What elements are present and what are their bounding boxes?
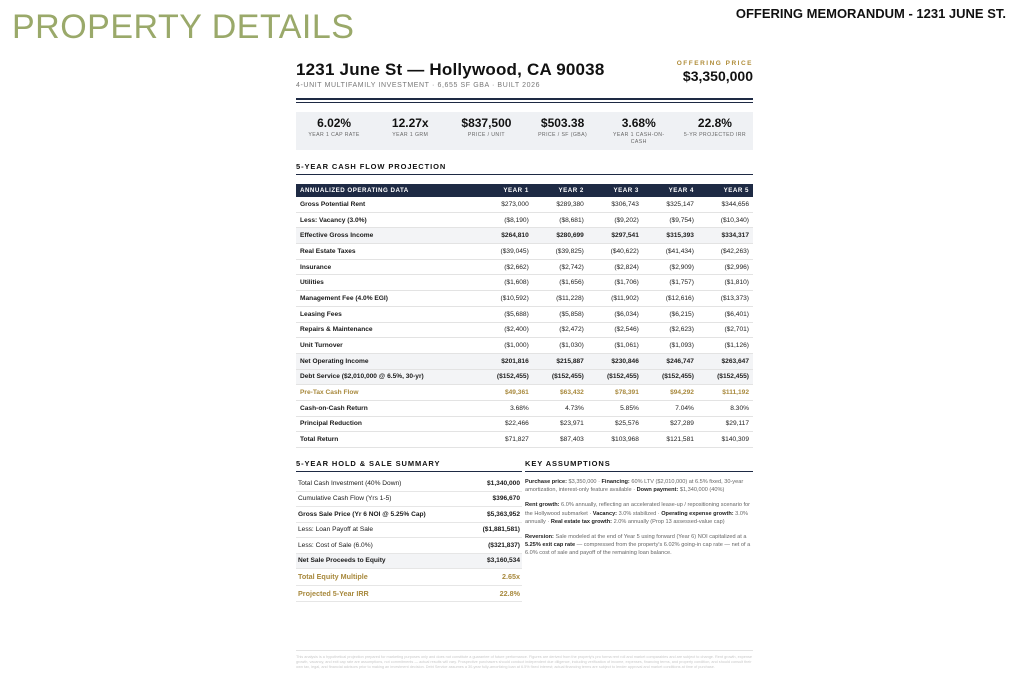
summary-value: ($1,881,581) <box>482 526 520 534</box>
kpi-label: YEAR 1 CAP RATE <box>308 132 360 138</box>
kpi-label: PRICE / SF (GBA) <box>538 132 588 138</box>
table-cell: $22,466 <box>478 416 533 432</box>
kpi-value: 12.27x <box>391 116 429 130</box>
table-cell: ($8,190) <box>478 212 533 228</box>
table-row <box>296 369 753 385</box>
assumption-text: 2.0% annually (Prop 13 assessed-value cap) <box>612 518 725 525</box>
table-row <box>296 322 753 338</box>
table-cell: $263,647 <box>698 353 753 369</box>
row-label: Cash-on-Cash Return <box>296 400 478 416</box>
cashflow-header-row <box>296 184 753 197</box>
summary-label: Cumulative Cash Flow (Yrs 1-5) <box>298 495 392 503</box>
table-cell: ($2,996) <box>698 259 753 275</box>
assumption-text: Sale modeled at the end of Year 5 using forward (Year 6) NOI capitalized at a <box>553 534 747 541</box>
table-cell: ($8,681) <box>533 212 588 228</box>
summary-row <box>296 492 522 508</box>
summary-value: 2.65x <box>502 572 520 582</box>
table-cell: $63,432 <box>533 385 588 401</box>
assumptions-title: KEY ASSUMPTIONS <box>525 459 611 468</box>
summary-row <box>296 554 522 570</box>
assumptions-body <box>525 478 753 558</box>
row-label: Real Estate Taxes <box>296 244 478 260</box>
summary-value: $3,160,534 <box>486 557 520 565</box>
table-cell: $230,846 <box>588 353 643 369</box>
kpi-label: PRICE / UNIT <box>467 132 505 138</box>
table-cell: ($5,688) <box>478 306 533 322</box>
table-cell: $215,887 <box>533 353 588 369</box>
assumption-key: Purchase price: <box>525 479 567 485</box>
hold-sale-rows <box>296 476 522 602</box>
table-cell: $344,656 <box>698 197 753 212</box>
table-row <box>296 259 753 275</box>
offering-price-block <box>677 60 753 84</box>
table-cell: $71,827 <box>478 432 533 448</box>
row-label: Insurance <box>296 259 478 275</box>
table-cell: ($11,228) <box>533 291 588 307</box>
table-cell: $334,317 <box>698 228 753 244</box>
column-header: YEAR 3 <box>588 184 643 197</box>
table-row <box>296 244 753 260</box>
table-cell: ($152,455) <box>643 369 698 385</box>
column-header: YEAR 5 <box>698 184 753 197</box>
kpi-value: 6.02% <box>317 116 352 130</box>
row-label: Management Fee (4.0% EGI) <box>296 291 478 307</box>
table-cell: $23,971 <box>533 416 588 432</box>
row-label: Pre-Tax Cash Flow <box>296 385 478 401</box>
summary-label: Less: Cost of Sale (6.0%) <box>298 541 373 549</box>
kpi-value: $503.38 <box>540 116 585 130</box>
table-cell: ($1,126) <box>698 338 753 354</box>
table-row <box>296 228 753 244</box>
assumption-key: Financing: <box>601 479 630 485</box>
table-row <box>296 291 753 307</box>
table-cell: $306,743 <box>588 197 643 212</box>
kpi-bar <box>296 112 753 150</box>
hold-sale-summary <box>296 459 522 602</box>
column-header: YEAR 1 <box>478 184 533 197</box>
table-cell: ($2,742) <box>533 259 588 275</box>
cashflow-section-title: 5-YEAR CASH FLOW PROJECTION <box>296 162 447 171</box>
table-cell: ($6,034) <box>588 306 643 322</box>
assumption-key: Down payment: <box>636 487 679 494</box>
table-cell: 5.85% <box>588 400 643 416</box>
table-cell: ($2,824) <box>588 259 643 275</box>
assumption-key: Operating expense growth: <box>661 510 734 517</box>
kpi-value: 22.8% <box>697 116 732 130</box>
summary-label: Less: Loan Payoff at Sale <box>298 526 374 534</box>
row-label: Principal Reduction <box>296 416 478 432</box>
row-label: Leasing Fees <box>296 306 478 322</box>
offering-price-value: $3,350,000 <box>682 68 753 84</box>
table-cell: ($1,656) <box>533 275 588 291</box>
table-row <box>296 353 753 369</box>
kpi-label: 5-YR PROJECTED IRR <box>683 132 747 138</box>
table-row <box>296 416 753 432</box>
table-cell: ($2,546) <box>588 322 643 338</box>
table-cell: ($152,455) <box>698 369 753 385</box>
kpi-label: YEAR 1 CASH-ON-CASH <box>613 132 665 145</box>
table-cell: ($5,858) <box>533 306 588 322</box>
column-header: YEAR 4 <box>643 184 698 197</box>
table-row <box>296 400 753 416</box>
table-cell: ($1,093) <box>643 338 698 354</box>
table-cell: 4.73% <box>533 400 588 416</box>
table-cell: $111,192 <box>698 385 753 401</box>
table-cell: ($152,455) <box>588 369 643 385</box>
table-cell: $201,816 <box>478 353 533 369</box>
table-cell: $78,391 <box>588 385 643 401</box>
cashflow-body <box>296 197 753 448</box>
assumption-key: Rent growth: <box>525 502 560 509</box>
summary-label: Total Cash Investment (40% Down) <box>298 479 402 487</box>
table-row <box>296 306 753 322</box>
property-subline: 4-UNIT MULTIFAMILY INVESTMENT · 6,655 SF GBA · BUILT 2026 <box>296 82 541 89</box>
property-sheet <box>296 60 753 602</box>
summary-row <box>296 538 522 554</box>
address-block <box>296 60 605 89</box>
table-cell: 3.68% <box>478 400 533 416</box>
table-cell: ($9,202) <box>588 212 643 228</box>
row-label: Total Return <box>296 432 478 448</box>
summary-value: $5,363,952 <box>486 510 520 518</box>
table-cell: $140,309 <box>698 432 753 448</box>
row-label: Net Operating Income <box>296 353 478 369</box>
kpi-value: $837,500 <box>461 116 512 130</box>
table-cell: ($2,909) <box>643 259 698 275</box>
assumption-reversion <box>525 533 753 558</box>
table-cell: ($2,400) <box>478 322 533 338</box>
table-cell: ($39,045) <box>478 244 533 260</box>
table-cell: $121,581 <box>643 432 698 448</box>
row-label: Repairs & Maintenance <box>296 322 478 338</box>
table-cell: ($1,608) <box>478 275 533 291</box>
table-cell: $325,147 <box>643 197 698 212</box>
table-cell: $264,810 <box>478 228 533 244</box>
summary-label: Gross Sale Price (Yr 6 NOI @ 5.25% Cap) <box>298 510 426 518</box>
section-divider <box>296 471 522 472</box>
table-cell: ($42,263) <box>698 244 753 260</box>
kpi-price-per-unit <box>448 116 524 146</box>
table-cell: 7.04% <box>643 400 698 416</box>
assumption-text: 60% LTV ($2,010,000) at 6.5% fixed, 30-year amortization, interest-only feature available · <box>525 479 744 494</box>
table-cell: ($12,616) <box>643 291 698 307</box>
table-cell: ($1,757) <box>643 275 698 291</box>
table-cell: $280,699 <box>533 228 588 244</box>
table-cell: ($13,373) <box>698 291 753 307</box>
summary-label: Projected 5-Year IRR <box>298 588 369 598</box>
summary-row <box>296 569 522 586</box>
summary-row <box>296 523 522 539</box>
assumption-text: $3,350,000 · <box>566 479 602 485</box>
table-cell: $103,968 <box>588 432 643 448</box>
assumption-growth <box>525 501 753 526</box>
assumption-key: Reversion: <box>525 534 554 541</box>
kpi-irr <box>677 116 753 146</box>
table-cell: ($1,000) <box>478 338 533 354</box>
table-cell: ($2,662) <box>478 259 533 275</box>
header-divider-thin <box>296 102 753 103</box>
offering-price-label: OFFERING PRICE <box>676 60 753 67</box>
table-row <box>296 275 753 291</box>
table-row <box>296 212 753 228</box>
row-label: Unit Turnover <box>296 338 478 354</box>
section-divider <box>525 471 753 472</box>
summary-label: Net Sale Proceeds to Equity <box>298 557 386 565</box>
disclaimer: This analysis is a hypothetical projection prepared for marketing purposes only and does not constitute a guarantee of future performance. Figures are derived from the property's pro forma rent roll and market comparables and are subject to change. Rent growth, expense growth, vacancy, and exit cap rate are assumptions, not commitments — actual results will vary. Prospective purchasers should conduct independent due diligence, including verification of income, expenses, financing terms, and property condition, and should consult their own tax, legal, and financial advisors prior to making an investment decision. Debt Service assumes a 30-year fully-amortizing loan at 6.5% fixed interest; actual financing terms are subject to lender approval and market conditions at time of purchase. <box>296 650 753 670</box>
kpi-cash-on-cash <box>601 116 677 146</box>
table-cell: ($152,455) <box>533 369 588 385</box>
table-cell: ($39,825) <box>533 244 588 260</box>
table-cell: $273,000 <box>478 197 533 212</box>
table-row <box>296 385 753 401</box>
table-cell: ($41,434) <box>643 244 698 260</box>
row-label: Debt Service ($2,010,000 @ 6.5%, 30-yr) <box>296 369 478 385</box>
bottom-section <box>296 459 753 602</box>
row-label: Effective Gross Income <box>296 228 478 244</box>
property-address: 1231 June St — Hollywood, CA 90038 <box>296 60 605 79</box>
assumption-key: Vacancy: <box>592 510 618 517</box>
table-row <box>296 338 753 354</box>
column-header: ANNUALIZED OPERATING DATA <box>296 184 478 197</box>
kpi-grm <box>372 116 448 146</box>
assumption-text: 6.0% annually, reflecting an accelerated lease-up / repositioning scenario for the Hollywood submarket · <box>525 502 751 517</box>
row-label: Gross Potential Rent <box>296 197 478 212</box>
cashflow-table <box>296 184 753 448</box>
assumption-text: 3.0% annually · <box>525 510 748 525</box>
header-divider <box>296 98 753 100</box>
section-divider <box>296 174 753 175</box>
table-cell: ($10,592) <box>478 291 533 307</box>
table-cell: ($2,701) <box>698 322 753 338</box>
table-cell: ($6,215) <box>643 306 698 322</box>
assumption-key: 5.25% exit cap rate <box>525 542 576 549</box>
table-cell: $297,541 <box>588 228 643 244</box>
row-label: Utilities <box>296 275 478 291</box>
table-cell: $289,380 <box>533 197 588 212</box>
table-row <box>296 432 753 448</box>
table-cell: ($10,340) <box>698 212 753 228</box>
table-cell: ($1,030) <box>533 338 588 354</box>
table-cell: ($2,472) <box>533 322 588 338</box>
table-cell: ($40,622) <box>588 244 643 260</box>
summary-row <box>296 586 522 603</box>
summary-value: $396,670 <box>492 495 520 503</box>
table-cell: ($1,706) <box>588 275 643 291</box>
assumption-text: 3.0% stabilized · <box>617 510 662 517</box>
memo-label: OFFERING MEMORANDUM - 1231 JUNE ST. <box>735 6 1006 21</box>
summary-value: 22.8% <box>499 588 520 598</box>
kpi-label: YEAR 1 GRM <box>392 132 429 138</box>
table-cell: $246,747 <box>643 353 698 369</box>
kpi-price-per-sf <box>525 116 601 146</box>
row-label: Less: Vacancy (3.0%) <box>296 212 478 228</box>
table-cell: $29,117 <box>698 416 753 432</box>
assumption-text: — compressed from the property's 6.02% going-in cap rate — net of a 6.0% cost of sale and payoff of the remaining loan balance. <box>525 542 751 557</box>
header-row <box>296 60 753 89</box>
table-cell: ($152,455) <box>478 369 533 385</box>
table-row <box>296 197 753 212</box>
table-cell: $94,292 <box>643 385 698 401</box>
table-cell: ($1,061) <box>588 338 643 354</box>
assumption-financing <box>525 478 753 494</box>
table-cell: $49,361 <box>478 385 533 401</box>
summary-value: $1,340,000 <box>486 479 520 487</box>
hold-sale-title: 5-YEAR HOLD & SALE SUMMARY <box>296 459 441 468</box>
summary-row <box>296 507 522 523</box>
page-heading: PROPERTY DETAILS <box>12 8 355 46</box>
table-cell: 8.30% <box>698 400 753 416</box>
table-cell: ($1,810) <box>698 275 753 291</box>
assumption-text: $1,340,000 (40%) <box>678 487 725 494</box>
table-cell: ($9,754) <box>643 212 698 228</box>
kpi-value: 3.68% <box>621 116 656 130</box>
table-cell: ($2,623) <box>643 322 698 338</box>
summary-label: Total Equity Multiple <box>298 572 368 582</box>
column-header: YEAR 2 <box>533 184 588 197</box>
table-cell: $27,289 <box>643 416 698 432</box>
table-cell: $25,576 <box>588 416 643 432</box>
table-cell: $87,403 <box>533 432 588 448</box>
table-cell: $315,393 <box>643 228 698 244</box>
summary-row <box>296 476 522 492</box>
table-cell: ($11,902) <box>588 291 643 307</box>
key-assumptions <box>525 459 753 602</box>
assumption-key: Real estate tax growth: <box>550 518 613 525</box>
kpi-cap-rate <box>296 116 372 146</box>
summary-value: ($321,837) <box>488 541 520 549</box>
table-cell: ($6,401) <box>698 306 753 322</box>
